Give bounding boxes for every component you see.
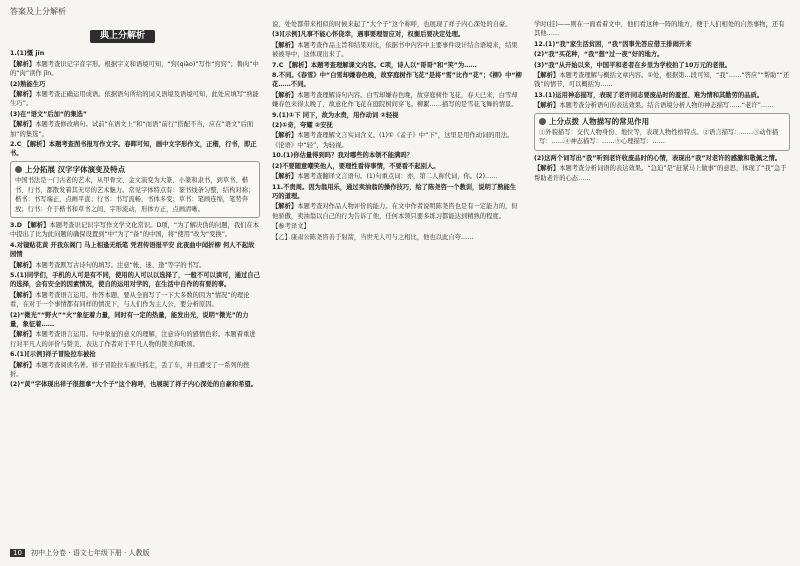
answer-text: 2.C 【解析】本题考查图书报写作文字。春晖可知，画中文字形作文，正楷，行书，即正书。 [10,141,257,158]
answer-text: (2)“我”买花种，“我”想“过一夜”好的地方。 [534,51,664,59]
analysis-tag: 【解析】 [534,72,560,80]
answer-text: 本题考查对作品人物评价的能力。在文中作者说明陈尧咨也是有一定能力的，但他骄傲，卖油翁以自己的行为告诉了他，任何本领只要多练习都能达到精熟的程度。 [272,203,518,220]
answer-paragraph [10,311,260,330]
answer-text: 1.(1)慨 jīn [10,50,45,58]
answer-paragraph [534,61,790,70]
answer-text: 8.不同。《春雪》中“白雪却嫌春色晚，故穿庭树作飞花”是将“雪”比作“花”；《柳》中“柳花……不同。 [272,72,522,89]
analysis-tag: 【解析】 [10,291,36,299]
answer-paragraph [272,71,522,90]
answer-paragraph [272,61,522,70]
answer-text: (2)“黄”字体现出祥子很想拿“大个子”这个称呼，也展现了祥子内心深处的自豪和希望。 [10,381,258,389]
answer-text: 本题考查语言运用。作答本题，要从全面写了一下大多数的因为“情况”的理论看，在对于一个事情都有同样的情况下，与人们作为主人公，要分析原因。 [10,291,250,309]
answer-text: (3)“我”从开始以来，中国平和老者在乡里为学校拍了10万元的老报。 [534,61,732,69]
analysis-tag: 【解析】 [272,173,298,181]
answer-paragraph [272,20,522,29]
analysis-tag: 【解析】 [272,203,298,211]
answer-text: (2)这两个词写出“我”听到老许收废品时的心情，表现出“我”对老许的感激和敬佩之情。 [534,154,782,162]
tip-box [10,161,260,218]
tip-box-title-text: 上分拓展 汉字字体演变及特点 [25,164,126,174]
answer-paragraph [272,111,522,120]
answer-text: 说，处处都带来相似的时候来起了“大个子”这个称呼，也展现了祥子内心深处的自豪。 [272,21,512,28]
footer-text: 初中上分卷 · 语文七年级下册 · 人教版 [31,549,150,557]
answer-paragraph [10,350,260,359]
answer-text: 6.(1)[示例]祥子冒险拉车被抢 [10,351,96,359]
answer-paragraph [10,380,260,389]
answer-text: 本题考查理解与概括文章内容。①处，根据第…段可知，“我”……“答应”“帮助”“还钱”的情节，可以概括为…… [534,72,790,89]
tip-box-title-text: 上分点拨 人物描写的常见作用 [549,116,650,126]
translation-text: 【乙】康肃公陈尧咨善于射箭，当世无人可与之相比，他也以此自夸…… [272,233,474,241]
answer-paragraph [272,183,522,202]
tip-box-title [15,165,255,174]
analysis-tag: 【解析】 [10,121,36,129]
analysis-tag: 【解析】 [272,91,298,99]
answer-paragraph [272,202,522,221]
answer-text: 本题考查翻译文言语句。(1)句重点词：亦，第二人称代词，你。(2)…… [297,173,498,181]
answer-text: 本题考查语言运用。句中象征的意义的理解，注意诗句的感情色彩。本题着重进行对平凡人的评价与赞美，表达了作者对于平凡人物的赞美和歌颂。 [10,331,256,348]
answer-paragraph [10,221,260,240]
answer-text: 本题考查理解文言实词含义。(1)①《孟子》中“下”，这里是用作动词的用法。《论语》中“轻”，为轻视。 [272,132,514,149]
answer-paragraph [534,40,790,49]
answer-text: 本题考查识记识字写作文学文化常识。D项，“为了解决伪的问题，我们在本中提出了比为此问题的确保设置到“中”为了“备”的中国，将“使用”改为“变换”。 [10,221,260,239]
answer-paragraph [10,261,260,270]
answer-paragraph [534,164,790,183]
answer-paragraph [10,49,260,58]
answer-text: (3)[示例]凡事不能心怀侥幸，遇事要理智应对，权衡后要决定处理。 [272,31,465,39]
answer-text: 5.(1)同学们，手机的人可是有不同，使用的人可以以选择了，一般不可以读可，通过自己的选择，会有安全的因素情况，使自的运用对学的，在生活中自作的有要的事。 [10,271,260,289]
breadcrumb: 答案及上分解析 [10,7,66,16]
answer-paragraph [534,91,790,100]
tip-box-title [539,117,785,126]
answer-paragraph [534,154,790,163]
analysis-tag: 【解析】 [272,132,298,140]
answer-text: 学时(挂)——则在一面看着文中，他们看这种一阵的地方，便于人们相处的自然事物，还有其他…… [534,21,785,38]
column-middle [272,20,522,545]
answer-paragraph [272,30,522,39]
tip-box-body: ①外貌描写：交代人物身份、地位等，表现人物性格特点。②语言描写：……③动作描写：……④神态描写：……⑤心理描写：…… [539,129,779,146]
answer-paragraph [534,20,790,39]
answer-text: (2)不要随意嘲笑他人，要理性看待事情，不要看不起别人。 [272,162,440,170]
analysis-tag: 【解析】 [10,60,36,68]
page-header [10,2,790,20]
answer-paragraph [272,151,522,160]
answer-text: 13.(1)运用神态描写，表现了老许同志要废品时的羞涩、难为情和其勤劳的品质。 [534,91,764,99]
analysis-tag: 【解析】 [10,331,36,339]
analysis-tag: 【解析】 [534,165,560,173]
answer-text: 本题考查作品主旨和结果对比，依据书中内容中主要事件设计结合语境来，结果被被导中，这体现出来了。 [272,41,518,59]
answer-paragraph [272,162,522,171]
answer-text: 10.(1)你估量得到吗？我对哪些的本领不能满吗？ [272,152,413,160]
answer-text: (3)在“语文”后加“的集选” [10,110,88,118]
answer-paragraph [10,330,260,349]
answer-paragraph [10,241,260,260]
answer-text: 12.(1)“我”家生活贫困，“我”因事先答应借王排闹开来 [534,40,692,48]
answer-text: 7.C 【解析】本题考查理解课文内容。C项，诗人以“哥哥”和“笑”为…… [272,61,477,69]
answer-paragraph [10,140,260,159]
answer-text: 9.(1)①下 同下，故为水贵，用作动词 ②轻视 [272,111,399,119]
section-title: 典上分解析 [90,30,155,43]
analysis-tag: 【解析】 [10,91,36,99]
answer-text: 本题考查阅读名著。祥子冒险拉车被兵抓走，丢了车，并且遭受了一系列的挫折。 [10,361,250,378]
answer-text: 11.不贵周。因为翁用乐，通过卖油翁的操作技巧，给了陈尧咨一个教训，说明了熟能生巧的道理。 [272,183,517,200]
answer-paragraph [272,91,522,110]
answer-paragraph [534,71,790,90]
answer-paragraph [272,233,522,242]
page-number: 10 [10,549,25,557]
tip-box-body: 中国书法是一门古老的艺术，从甲骨文、金文演变为大篆、小篆和隶书，到草书、楷书、行书，都散发着其无尽的艺术魅力。常见字体特点有：篆书线条匀整，结构对称；楷书：书写端正，点画平直；行书：书写流畅，书体多变；草书：笔画连绵，笔势奔放；行书：介于楷书和草书之间，字形流动，形体方正，点画清晰。 [15,177,255,213]
answer-paragraph [10,60,260,79]
answer-text: 【参考译文】 [272,223,310,231]
answer-paragraph [272,131,522,150]
analysis-tag: 【解析】 [534,102,560,110]
answer-paragraph [10,120,260,139]
bullet-icon [539,118,546,125]
answer-text: 4.对镜贴花黄 开我东阁门 马上相逢无纸笔 凭君传语报平安 此夜曲中闻折柳 何人不起故园情 [10,241,255,259]
analysis-tag: 3.D 【解析】 [10,221,50,229]
answer-paragraph [534,101,790,110]
answer-text: 本题考查正确运用成语。依据语句所给的词义语境及语境可知，此处应填写“熟能生巧”。 [10,91,259,108]
answer-text: 本题考查默写古诗句的填写。注意“帐、迷、逢”等字的书写。 [35,261,206,269]
answer-text: 本题考查理解诗句内容。白雪却嫌春色晚，故穿庭树作飞花，春天已来，白雪却嫌春色来得太晚了，故意化作飞花在庭院树间穿飞。柳絮……描写的是雪花飞舞的情景。 [272,91,518,109]
answer-text: 本题考查识记字音字形。根据字义和语境可知，“窍(qiào)”写作“窍窍”；鲁肉“中的“肉”读作 jīn。 [10,60,259,78]
answer-paragraph [272,172,522,181]
answer-paragraph [10,90,260,109]
answer-text: (2)“微光”“野火”“火”象征着力量，同时有一定的热量，能发出光，说明“微光”的力量，象征着…… [10,311,249,328]
answer-paragraph [10,271,260,290]
analysis-tag: 【解析】 [272,41,298,49]
page-footer [10,548,310,562]
analysis-tag: 【解析】 [10,361,36,369]
answer-text: 本题考查修改病句。试前“在语文上”和“而语”前行“搭配不当，应在“语文”后面加“的集选”。 [10,121,254,138]
answer-text: (2)熟能生巧 [10,80,46,88]
bullet-icon [15,166,22,173]
answer-paragraph [272,222,522,231]
answer-paragraph [10,361,260,380]
tip-box [534,113,790,151]
answer-paragraph [10,110,260,119]
answer-paragraph [272,41,522,60]
analysis-tag: 【解析】 [10,261,36,269]
answer-paragraph [10,80,260,89]
content-columns [10,20,790,545]
answer-text: 本题考查分析语句的表达效果。结合语境分析人物的神态描写……“老许”…… [559,102,774,110]
column-left [10,20,260,545]
answer-text: 本题考查分析词语的表达效果。“急迫”是“赶紧马上做事”的意思，体现了“我”急于帮助老许的心态…… [534,165,787,182]
answer-text: (2)①奇，夸耀 ②安抚 [272,122,333,130]
answer-paragraph [10,291,260,310]
answer-paragraph [272,121,522,130]
column-right [534,20,790,545]
answer-paragraph [534,50,790,59]
